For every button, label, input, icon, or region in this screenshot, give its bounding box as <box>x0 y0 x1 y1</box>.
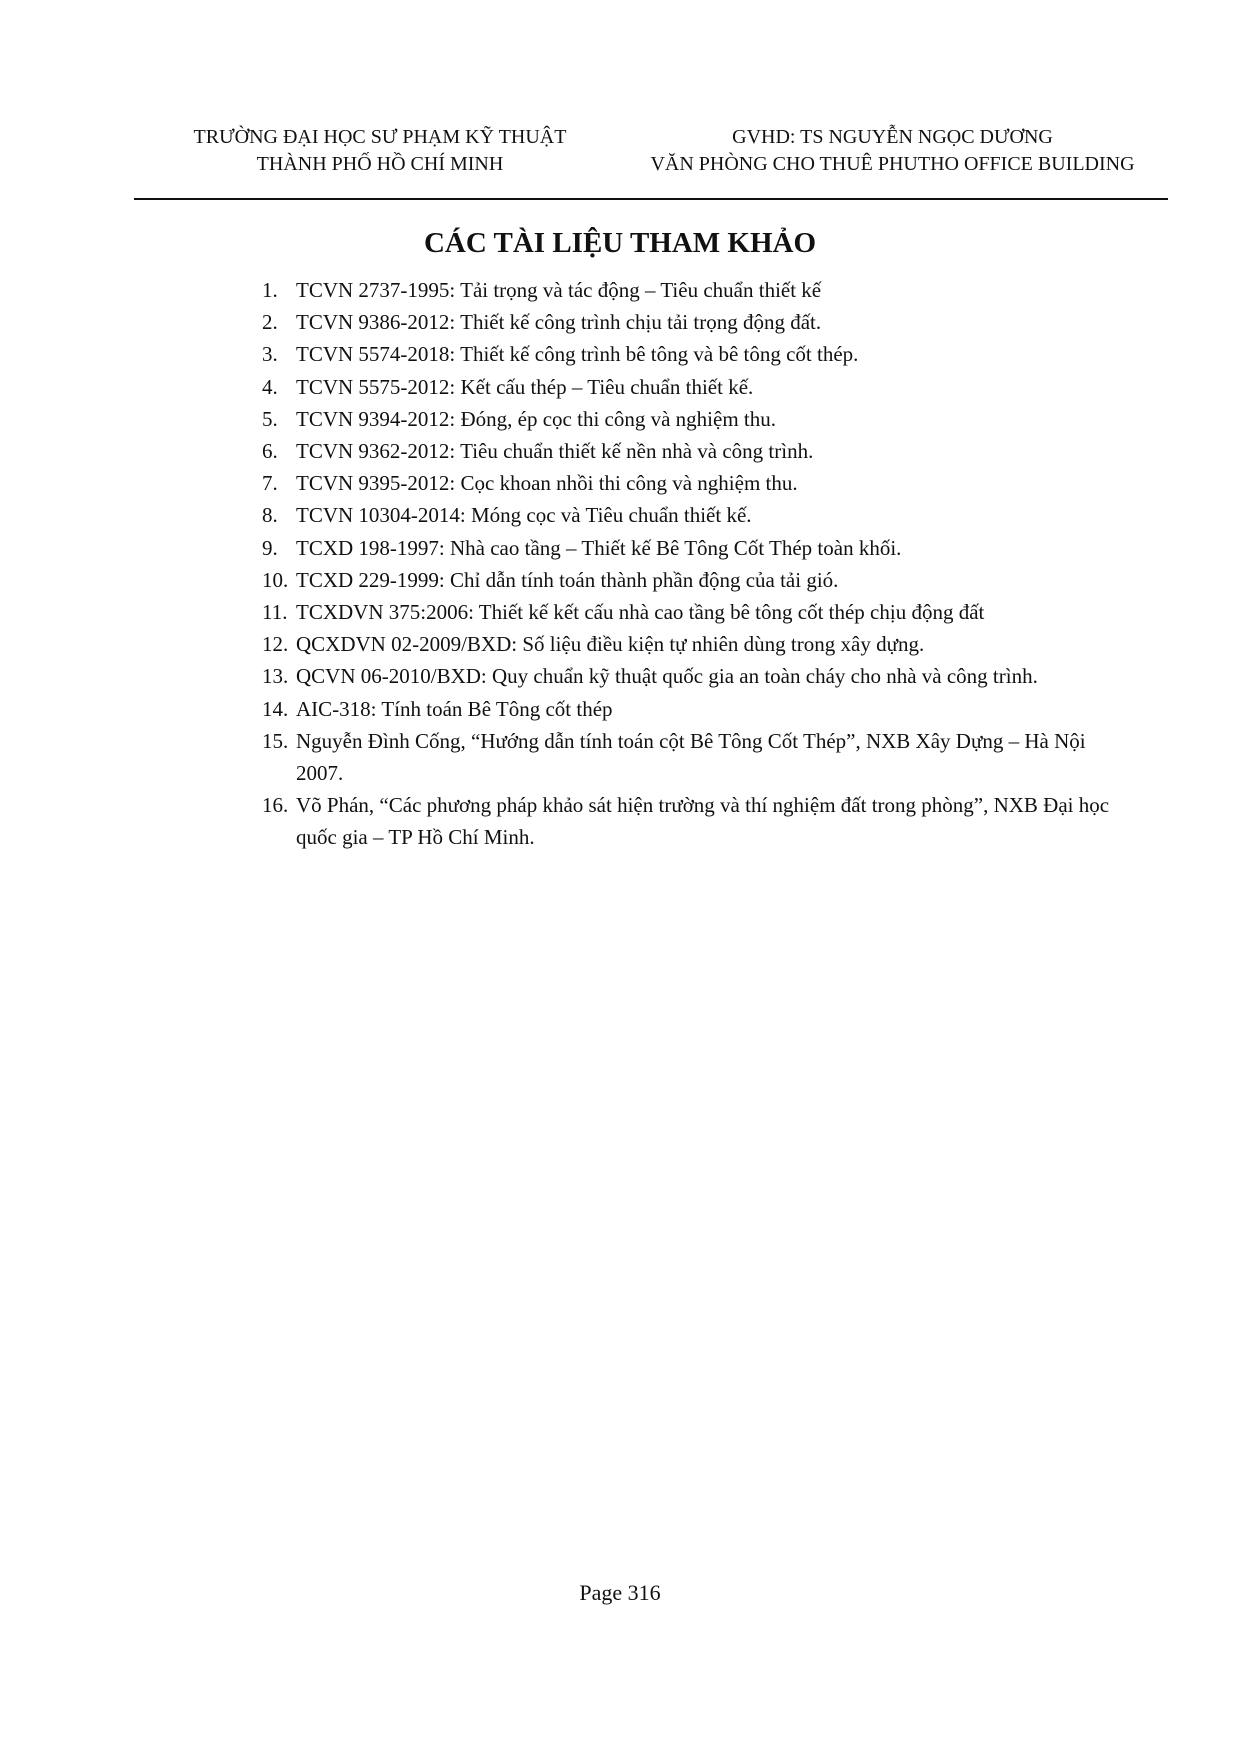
reference-number: 6. <box>262 439 278 464</box>
reference-number: 7. <box>262 471 278 496</box>
list-item <box>262 628 1138 660</box>
list-item <box>262 274 1138 306</box>
reference-number: 14. <box>262 696 289 721</box>
header-advisor: GVHD: TS NGUYỄN NGỌC DƯƠNG <box>732 126 1053 148</box>
reference-number: 10. <box>262 567 289 592</box>
header-divider <box>134 198 1168 200</box>
reference-text: TCXD 198-1997: Nhà cao tầng – Thiết kế Bê Tông Cốt Thép toàn khối. <box>296 535 902 560</box>
reference-text: TCVN 10304-2014: Móng cọc và Tiêu chuẩn thiết kế. <box>296 503 752 528</box>
list-item <box>262 596 1138 628</box>
reference-number: 16. <box>262 793 289 818</box>
reference-number: 12. <box>262 632 289 657</box>
reference-number: 13. <box>262 664 289 689</box>
reference-text: TCVN 5574-2018: Thiết kế công trình bê tông và bê tông cốt thép. <box>296 342 859 367</box>
header-project-name: VĂN PHÒNG CHO THUÊ PHUTHO OFFICE BUILDING <box>650 153 1135 175</box>
reference-number: 3. <box>262 342 278 367</box>
reference-number: 4. <box>262 374 278 399</box>
list-item <box>262 660 1138 692</box>
reference-text: TCVN 9362-2012: Tiêu chuẩn thiết kế nền nhà và công trình. <box>296 439 814 464</box>
list-item <box>262 789 1138 853</box>
reference-text: QCXDVN 02-2009/BXD: Số liệu điều kiện tự nhiên dùng trong xây dựng. <box>296 632 925 657</box>
list-item <box>262 725 1138 789</box>
list-item <box>262 403 1138 435</box>
reference-text: TCXD 229-1999: Chỉ dẫn tính toán thành phần động của tải gió. <box>296 567 839 592</box>
reference-text: TCVN 2737-1995: Tải trọng và tác động – Tiêu chuẩn thiết kế <box>296 278 822 302</box>
reference-number: 15. <box>262 728 289 753</box>
reference-list <box>262 274 1138 854</box>
list-item <box>262 371 1138 403</box>
page-number: Page 316 <box>579 1580 661 1605</box>
reference-number: 5. <box>262 406 278 431</box>
reference-text: TCVN 5575-2012: Kết cấu thép – Tiêu chuẩn thiết kế. <box>296 374 754 399</box>
reference-text: Nguyễn Đình Cống, “Hướng dẫn tính toán cột Bê Tông Cốt Thép”, NXB Xây Dựng – Hà Nội 2007. <box>296 728 1086 786</box>
reference-number: 9. <box>262 535 278 560</box>
reference-number: 11. <box>262 600 288 625</box>
reference-text: TCVN 9394-2012: Đóng, ép cọc thi công và nghiệm thu. <box>296 406 777 431</box>
reference-number: 8. <box>262 503 278 528</box>
header-university <box>150 124 610 178</box>
reference-number: 1. <box>262 278 278 302</box>
header-university-line2: THÀNH PHỐ HỒ CHÍ MINH <box>256 153 504 175</box>
reference-number: 2. <box>262 310 278 335</box>
list-item <box>262 532 1138 564</box>
header-university-line1: TRƯỜNG ĐẠI HỌC SƯ PHẠM KỸ THUẬT <box>193 126 567 148</box>
reference-text: AIC-318: Tính toán Bê Tông cốt thép <box>296 696 613 721</box>
reference-text: QCVN 06-2010/BXD: Quy chuẩn kỹ thuật quốc gia an toàn cháy cho nhà và công trình. <box>296 664 1038 689</box>
reference-text: Võ Phán, “Các phương pháp khảo sát hiện trường và thí nghiệm đất trong phòng”, NXB Đại học quốc gia – TP Hồ Chí Minh. <box>296 793 1110 850</box>
list-item <box>262 306 1138 338</box>
list-item <box>262 693 1138 725</box>
list-item <box>262 499 1138 531</box>
list-item <box>262 564 1138 596</box>
header-project <box>620 124 1165 178</box>
list-item <box>262 435 1138 467</box>
reference-text: TCVN 9386-2012: Thiết kế công trình chịu tải trọng động đất. <box>296 310 822 335</box>
reference-text: TCXDVN 375:2006: Thiết kế kết cấu nhà cao tầng bê tông cốt thép chịu động đất <box>296 600 985 625</box>
list-item <box>262 467 1138 499</box>
list-item <box>262 338 1138 370</box>
page-title: CÁC TÀI LIỆU THAM KHẢO <box>423 227 817 259</box>
reference-text: TCVN 9395-2012: Cọc khoan nhồi thi công và nghiệm thu. <box>296 471 798 496</box>
